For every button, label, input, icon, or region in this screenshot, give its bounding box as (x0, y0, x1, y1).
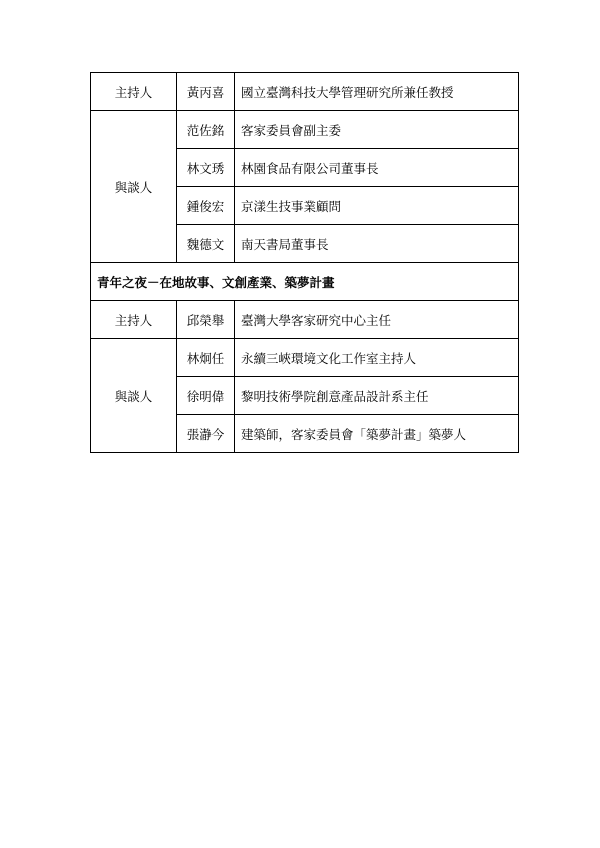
panelist-name: 魏德文 (177, 225, 235, 263)
section-heading: 青年之夜－在地故事、文創產業、築夢計畫 (91, 263, 519, 301)
host-name: 黃丙喜 (177, 73, 235, 111)
table-row (91, 339, 519, 377)
host-title: 臺灣大學客家研究中心主任 (235, 301, 519, 339)
panelist-name: 林文琇 (177, 149, 235, 187)
panelist-name: 范佐銘 (177, 111, 235, 149)
panel-role-label: 與談人 (91, 111, 177, 263)
panelist-title: 黎明技術學院創意產品設計系主任 (235, 377, 519, 415)
schedule-table (90, 72, 519, 453)
table-row (91, 301, 519, 339)
panelist-name: 徐明偉 (177, 377, 235, 415)
panelist-name: 鍾俊宏 (177, 187, 235, 225)
panelist-title: 建築師，客家委員會「築夢計畫」築夢人 (235, 415, 519, 453)
panelist-title: 客家委員會副主委 (235, 111, 519, 149)
table-row (91, 111, 519, 149)
host-role-label: 主持人 (91, 301, 177, 339)
host-name: 邱榮舉 (177, 301, 235, 339)
host-role-label: 主持人 (91, 73, 177, 111)
panelist-title: 京漾生技事業顧問 (235, 187, 519, 225)
panelist-title: 永續三峽環境文化工作室主持人 (235, 339, 519, 377)
panel-role-label: 與談人 (91, 339, 177, 453)
panelist-title: 林園食品有限公司董事長 (235, 149, 519, 187)
panelist-title: 南天書局董事長 (235, 225, 519, 263)
table-row (91, 263, 519, 301)
panelist-name: 林炯任 (177, 339, 235, 377)
host-title: 國立臺灣科技大學管理研究所兼任教授 (235, 73, 519, 111)
panelist-name: 張瀞今 (177, 415, 235, 453)
table-row (91, 73, 519, 111)
